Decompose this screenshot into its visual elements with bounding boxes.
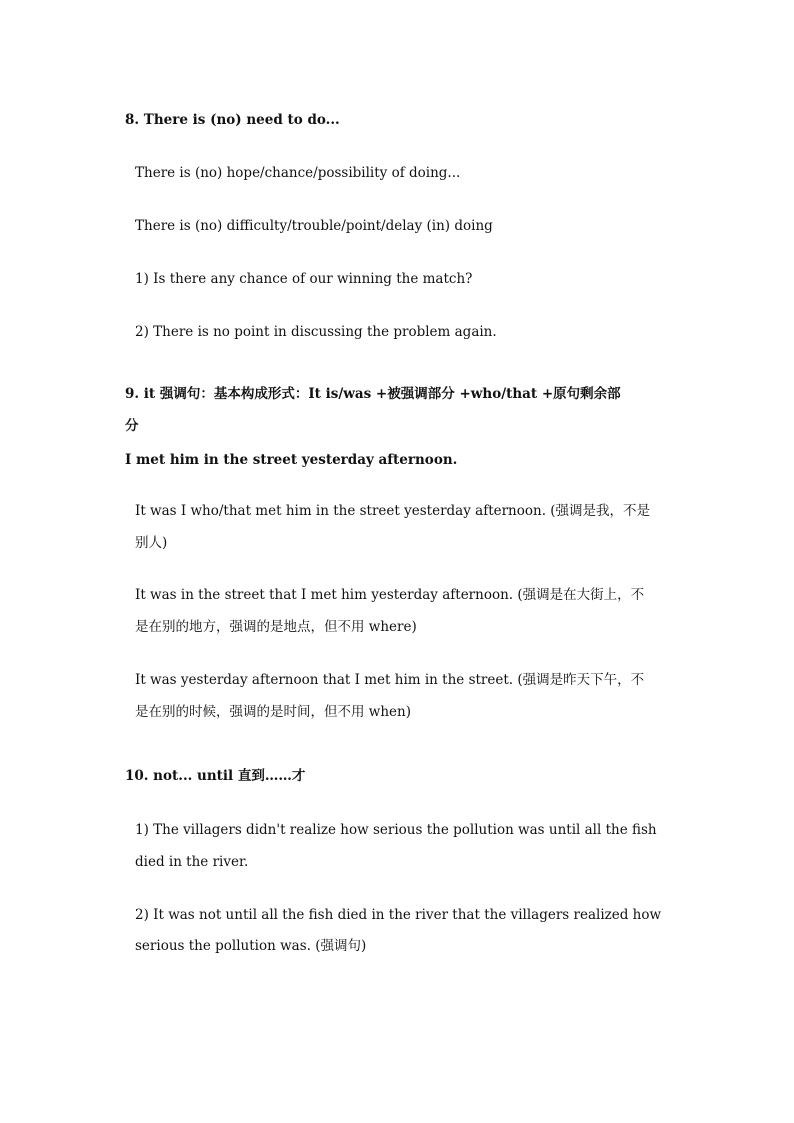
section-8-line-2: There is (no) difficulty/trouble/point/delay (in) doing [135,218,493,234]
section-9-item-2-line-2: 是在别的地方，强调的是地点，但不用 where) [135,619,417,635]
section-9-item-2-line-1: It was in the street that I met him yesterday afternoon. (强调是在大街上，不 [135,587,645,603]
section-8-example-1: 1) Is there any chance of our winning the match? [135,271,473,287]
section-9-item-3-line-2: 是在别的时候，强调的是时间，但不用 when) [135,704,411,720]
section-9-item-1-line-1: It was I who/that met him in the street yesterday afternoon. (强调是我，不是 [135,503,651,519]
section-10-item-2-line-2: serious the pollution was. (强调句) [135,938,367,954]
section-10-heading: 10. not... until 直到……才 [125,768,306,784]
section-10-item-1-line-1: 1) The villagers didn't realize how serious the pollution was until all the fish [135,822,657,838]
section-10-item-2-line-1: 2) It was not until all the fish died in the river that the villagers realized how [135,907,662,923]
section-8-heading: 8. There is (no) need to do... [125,112,340,128]
section-9-item-3-line-1: It was yesterday afternoon that I met him in the street. (强调是昨天下午，不 [135,672,645,688]
section-10-item-1-line-2: died in the river. [135,854,249,870]
section-9-heading-continued: 分 [125,418,139,434]
section-9-heading: 9. it 强调句：基本构成形式：It is/was +被强调部分 +who/that +原句剩余部 [125,386,621,402]
section-8-example-2: 2) There is no point in discussing the problem again. [135,324,497,340]
section-8-line-1: There is (no) hope/chance/possibility of doing... [135,165,461,181]
section-9-example-sentence: I met him in the street yesterday afternoon. [125,452,458,468]
section-9-item-1-line-2: 别人) [135,535,168,551]
